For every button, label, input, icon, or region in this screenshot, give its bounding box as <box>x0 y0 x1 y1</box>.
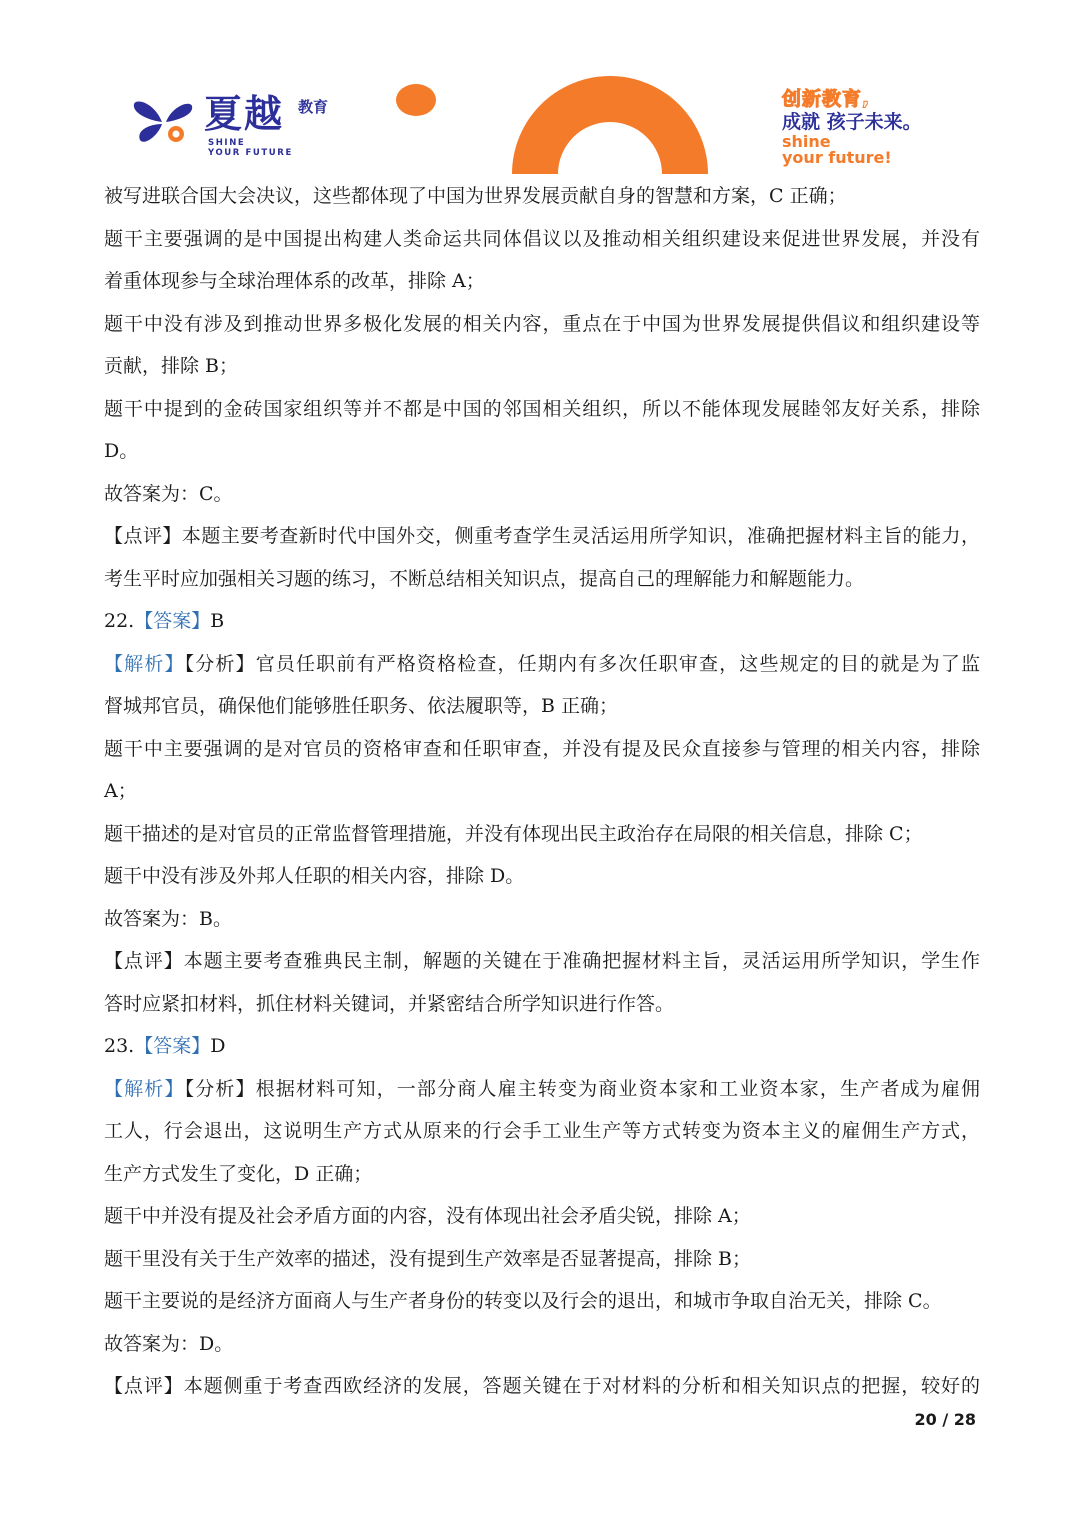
text-line <box>104 388 980 431</box>
line-text: 题干中并没有提及社会矛盾方面的内容，没有体现出社会矛盾尖锐，排除 A； <box>104 1205 751 1227</box>
line-text: A； <box>104 780 137 802</box>
section-tag: 【解析】 <box>104 652 185 675</box>
text-line <box>104 218 980 261</box>
text-line <box>104 175 980 218</box>
text-line <box>104 1110 980 1153</box>
text-line <box>104 685 980 728</box>
text-line <box>104 898 980 941</box>
line-text: 【分析】根据材料可知，一部分商人雇主转变为商业资本家和工业资本家，生产者成为雇佣 <box>184 1077 980 1100</box>
line-text: 贡献，排除 B； <box>104 355 239 377</box>
text-line <box>104 1280 980 1323</box>
text-line <box>104 643 980 686</box>
text-line <box>104 1323 980 1366</box>
line-text: 【分析】官员任职前有严格资格检查，任期内有多次任职审查，这些规定的目的就是为了监 <box>184 652 980 675</box>
line-text: D <box>210 1035 226 1057</box>
text-line <box>104 345 980 388</box>
line-text: 故答案为：D。 <box>104 1332 234 1355</box>
line-text: 题干中提到的金砖国家组织等并不都是中国的邻国相关组织，所以不能体现发展睦邻友好关系，排除 <box>104 397 980 420</box>
line-text: 考生平时应加强相关习题的练习，不断总结相关知识点，提高自己的理解能力和解题能力。 <box>104 567 865 590</box>
page-number: 20 / 28 <box>914 1410 976 1429</box>
text-line <box>104 1238 980 1281</box>
decorative-orange-arc <box>512 76 708 174</box>
line-text: 故答案为：C。 <box>104 482 233 505</box>
text-line <box>104 260 980 303</box>
text-line <box>104 770 980 813</box>
butterfly-logo-icon <box>132 96 196 146</box>
text-line <box>104 1068 980 1111</box>
text-line <box>104 940 980 983</box>
brand-slogan: 创新教育, 成就 孩子未来。 shine your future! <box>782 88 922 167</box>
line-text: 答时应紧扣材料，抓住材料关键词，并紧密结合所学知识进行作答。 <box>104 992 675 1015</box>
text-line <box>104 515 980 558</box>
line-text: 【点评】本题侧重于考查西欧经济的发展，答题关键在于对材料的分析和相关知识点的把握，较好的 <box>104 1375 980 1397</box>
text-line <box>104 1195 980 1238</box>
text-line <box>104 600 980 643</box>
line-text: D。 <box>104 440 139 462</box>
text-line <box>104 983 980 1026</box>
text-line <box>104 1025 980 1068</box>
line-text: B <box>210 610 225 632</box>
line-text: 题干中主要强调的是对官员的资格审查和任职审查，并没有提及民众直接参与管理的相关内容，排除 <box>104 737 980 760</box>
text-line <box>104 430 980 473</box>
brand-logo <box>132 92 352 164</box>
logo-chinese-name: 夏越 <box>204 92 285 136</box>
question-number: 23. <box>104 1035 135 1057</box>
text-line <box>104 1365 980 1408</box>
line-text: 题干主要说的是经济方面商人与生产者身份的转变以及行会的退出，和城市争取自治无关，排除 C。 <box>104 1290 942 1312</box>
line-text: 题干主要强调的是中国提出构建人类命运共同体倡议以及推动相关组织建设来促进世界发展，并没有 <box>104 227 980 250</box>
logo-english-tagline: SHINE YOUR FUTURE <box>208 138 293 158</box>
line-text: 被写进联合国大会决议，这些都体现了中国为世界发展贡献自身的智慧和方案，C 正确； <box>104 185 847 207</box>
text-line <box>104 813 980 856</box>
decorative-orange-dot <box>396 84 436 116</box>
line-text: 题干描述的是对官员的正常监督管理措施，并没有体现出民主政治存在局限的相关信息，排除 C； <box>104 822 923 845</box>
text-line <box>104 855 980 898</box>
section-tag: 【答案】 <box>134 610 211 632</box>
logo-edu-label: 教育 <box>298 98 329 116</box>
section-tag: 【解析】 <box>104 1077 185 1100</box>
line-text: 题干中没有涉及外邦人任职的相关内容，排除 D。 <box>104 865 525 887</box>
line-text: 工人，行会退出，这说明生产方式从原来的行会手工业生产等方式转变为资本主义的雇佣生产方式， <box>104 1120 980 1142</box>
page-header <box>0 0 1080 180</box>
line-text: 题干中没有涉及到推动世界多极化发展的相关内容，重点在于中国为世界发展提供倡议和组织建设等 <box>104 312 980 335</box>
line-text: 生产方式发生了变化，D 正确； <box>104 1162 373 1185</box>
text-line <box>104 558 980 601</box>
question-number: 22. <box>104 610 135 632</box>
document-body <box>104 175 980 1408</box>
text-line <box>104 303 980 346</box>
line-text: 【点评】本题主要考查新时代中国外交，侧重考查学生灵活运用所学知识，准确把握材料主旨的能力， <box>104 525 980 547</box>
line-text: 【点评】本题主要考查雅典民主制，解题的关键在于准确把握材料主旨，灵活运用所学知识，学生作 <box>104 950 980 972</box>
text-line <box>104 473 980 516</box>
text-line <box>104 1153 980 1196</box>
line-text: 督城邦官员，确保他们能够胜任职务、依法履职等，B 正确； <box>104 695 619 717</box>
text-line <box>104 728 980 771</box>
line-text: 题干里没有关于生产效率的描述，没有提到生产效率是否显著提高，排除 B； <box>104 1247 752 1270</box>
line-text: 着重体现参与全球治理体系的改革，排除 A； <box>104 270 485 292</box>
section-tag: 【答案】 <box>134 1035 211 1057</box>
line-text: 故答案为：B。 <box>104 907 232 930</box>
